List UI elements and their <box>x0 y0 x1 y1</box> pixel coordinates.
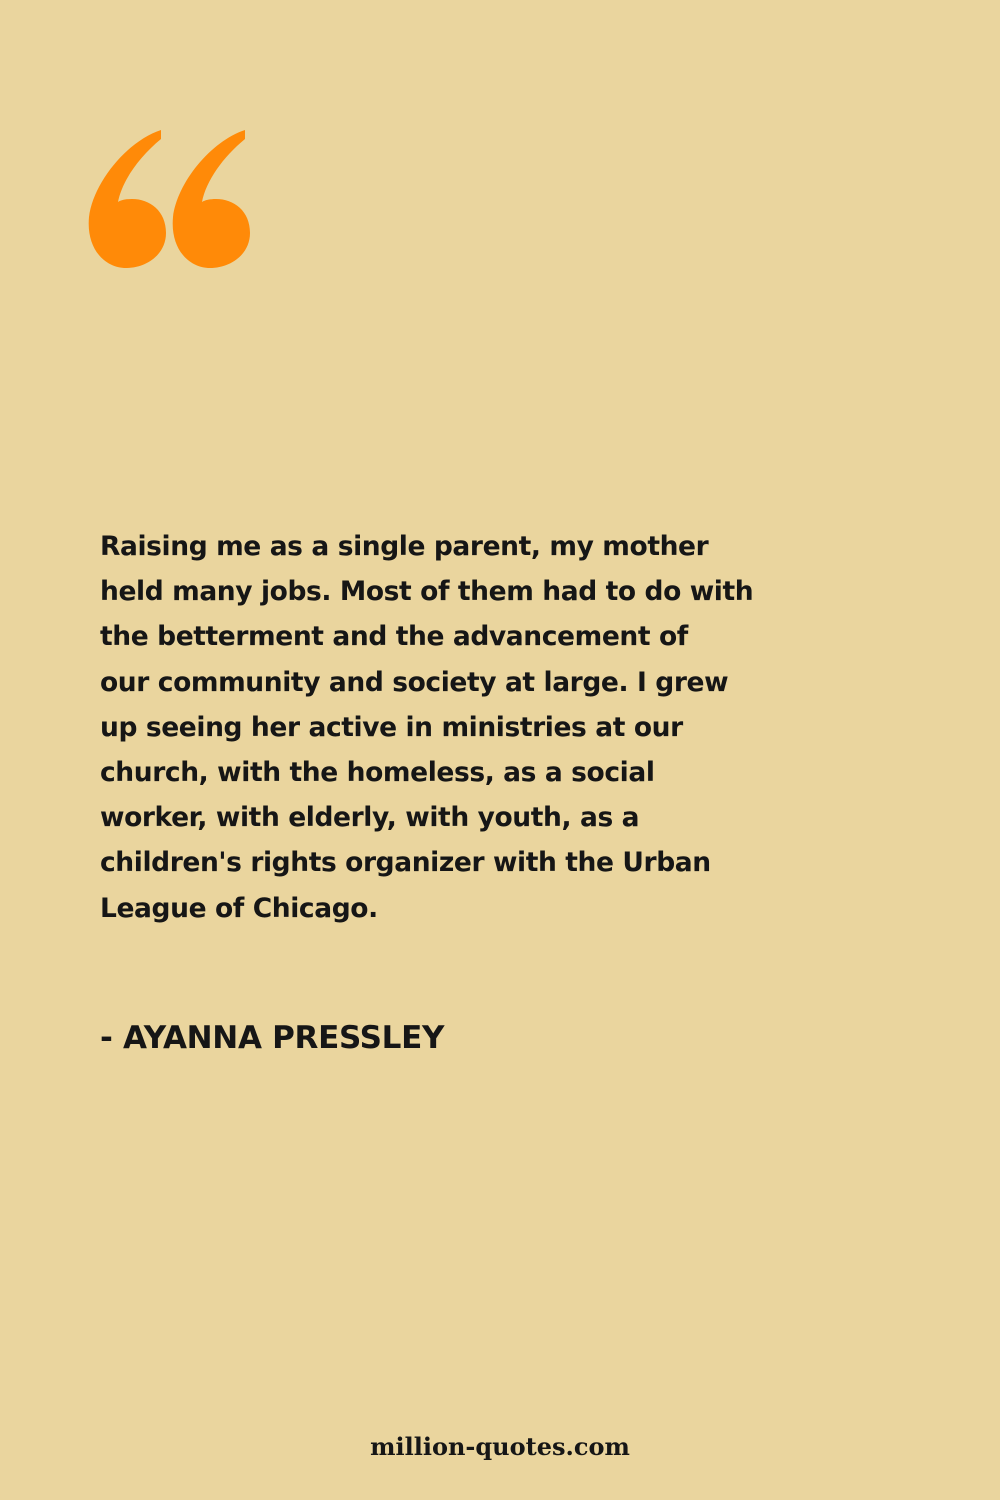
quote-line: Raising me as a single parent, my mother <box>100 531 709 562</box>
author-name: - AYANNA PRESSLEY <box>100 1020 445 1056</box>
quote-line: children's rights organizer with the Urban <box>100 847 711 879</box>
quote-line: church, with the homeless, as a social <box>100 757 655 789</box>
site-watermark: million-quotes.com <box>370 1432 630 1461</box>
quote-line: League of Chicago. <box>100 892 378 924</box>
quote-line: the betterment and the advancement of <box>100 621 688 653</box>
quote-line: our community and society at large. I grew <box>100 666 729 698</box>
quote-line: held many jobs. Most of them had to do with <box>100 576 754 608</box>
quote-line: worker, with elderly, with youth, as a <box>100 802 640 834</box>
quote-mark-icon <box>86 128 254 272</box>
quote-line: up seeing her active in ministries at our <box>100 711 683 743</box>
quote-text <box>100 524 800 931</box>
